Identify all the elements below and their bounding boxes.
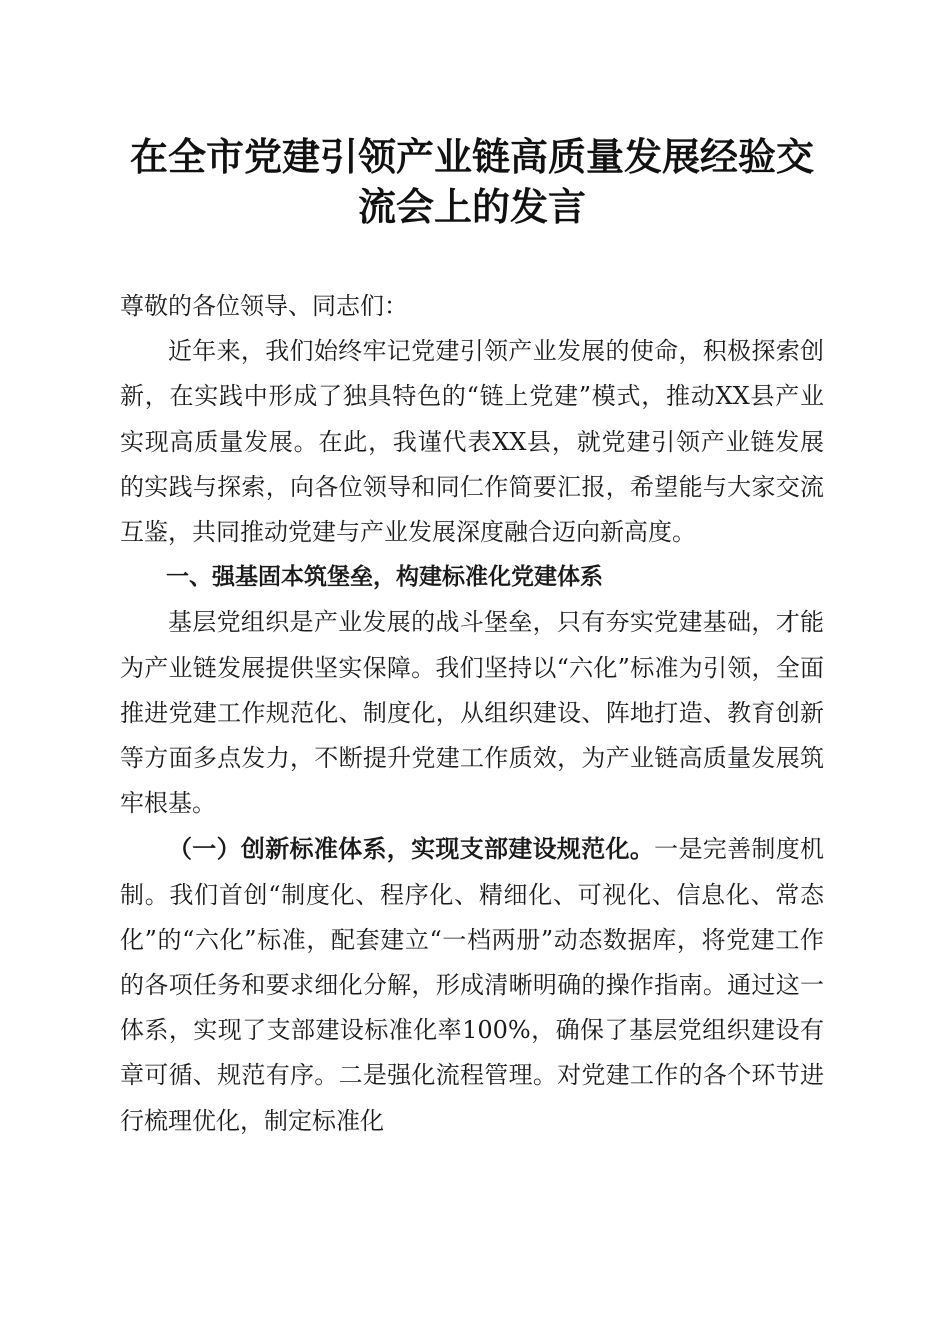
section-heading-1: 一、强基固本筑堡垒，构建标准化党建体系 bbox=[166, 564, 603, 591]
subsection-1-body: 一是完善制度机制。我们首创“制度化、程序化、精细化、可视化、信息化、常态化”的“六化”标准，配套建立“一档两册”动态数据库，将党建工作的各项任务和要求细化分解，形成清晰明确的操作指南。通过这一体系，实现了支部建设标准化率100%，确保了基层党组织建设有章可循、规范有序。二是强化流程管理。对党建工作的各个环节进行梳理优化，制定标准化 bbox=[120, 835, 825, 1135]
document-title: 在全市党建引领产业链高质量发展经验交流会上的发言 bbox=[129, 134, 814, 229]
subsection-heading-1: （一）创新标准体系，实现支部建设规范化。 bbox=[168, 834, 655, 864]
document-page bbox=[120, 132, 824, 1144]
section-1-paragraph: 基层党组织是产业发展的战斗堡垒，只有夯实党建基础，才能为产业链发展提供坚实保障。我们坚持以“六化”标准为引领，全面推进党建工作规范化、制度化，从组织建设、阵地打造、教育创新等方面多点发力，不断提升党建工作质效，为产业链高质量发展筑牢根基。 bbox=[120, 608, 824, 818]
document-body bbox=[120, 284, 824, 1144]
subsection-1-paragraph bbox=[120, 826, 824, 1143]
salutation: 尊敬的各位领导、同志们： bbox=[120, 292, 408, 320]
intro-paragraph: 近年来，我们始终牢记党建引领产业发展的使命，积极探索创新，在实践中形成了独具特色的“链上党建”模式，推动XX县产业实现高质量发展。在此，我谨代表XX县，就党建引领产业链发展的实践与探索，向各位领导和同仁作简要汇报，希望能与大家交流互鉴，共同推动党建与产业发展深度融合迈向新高度。 bbox=[120, 337, 824, 547]
